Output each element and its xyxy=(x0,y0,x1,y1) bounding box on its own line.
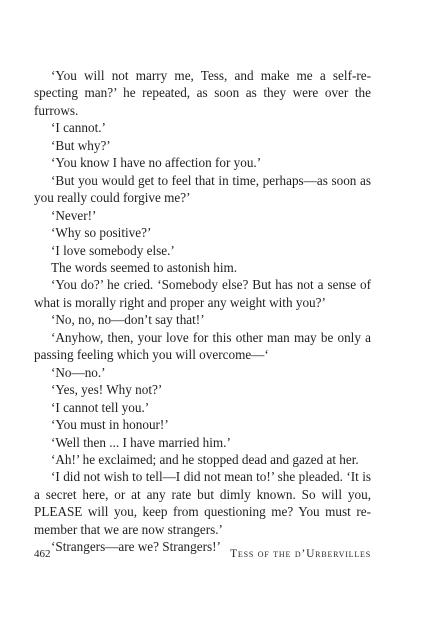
paragraph: ‘No—no.’ xyxy=(51,364,106,380)
paragraph: ‘Never!’ xyxy=(51,207,97,223)
running-title: Tess of the d’Urbervilles xyxy=(230,548,371,560)
paragraph: ‘Ah!’ he exclaimed; and he stopped dead and gazed at her. xyxy=(51,451,359,467)
paragraph: ‘I cannot.’ xyxy=(51,120,106,136)
paragraph: ‘No, no, no—don’t say that!’ xyxy=(51,312,205,328)
page-number: 462 xyxy=(34,548,51,560)
paragraph: ‘Well then ... I have married him.’ xyxy=(51,434,231,450)
paragraph: ‘I cannot tell you.’ xyxy=(51,399,150,415)
paragraph: ‘Why so positive?’ xyxy=(51,225,152,241)
paragraph: ‘You must in honour!’ xyxy=(51,417,169,433)
paragraph: ‘But you would get to feel that in time, perhaps—as soon as you really could forgive me?’ xyxy=(34,172,371,206)
paragraph: ‘Yes, yes! Why not?’ xyxy=(51,382,163,398)
paragraph: ‘You do?’ he cried. ‘Somebody else? But has not a sense of what is morally right and proper any weight with you?’ xyxy=(34,277,371,310)
page-footer xyxy=(34,547,371,561)
paragraph: ‘You will not marry me, Tess, and make me a self-respecting man?’ he repeated, as soon as they were over the furrows. xyxy=(34,68,371,118)
paragraph: ‘You know I have no affection for you.’ xyxy=(51,155,262,171)
paragraph: The words seemed to astonish him. xyxy=(51,259,238,275)
body-text xyxy=(34,67,371,556)
paragraph: ‘Strangers—are we? Strangers!’ xyxy=(51,539,221,555)
paragraph: ‘But why?’ xyxy=(51,137,111,153)
paragraph: ‘I love somebody else.’ xyxy=(51,242,175,258)
paragraph: ‘I did not wish to tell—I did not mean to!’ she pleaded. ‘It is a secret here, or at any rate but dimly known. So will you, PLEASE will you, keep from questioning me? You must remember that we are now strangers.’ xyxy=(34,469,371,537)
paragraph: ‘Anyhow, then, your love for this other man may be only a passing feeling which you will overcome—‘ xyxy=(34,329,371,363)
